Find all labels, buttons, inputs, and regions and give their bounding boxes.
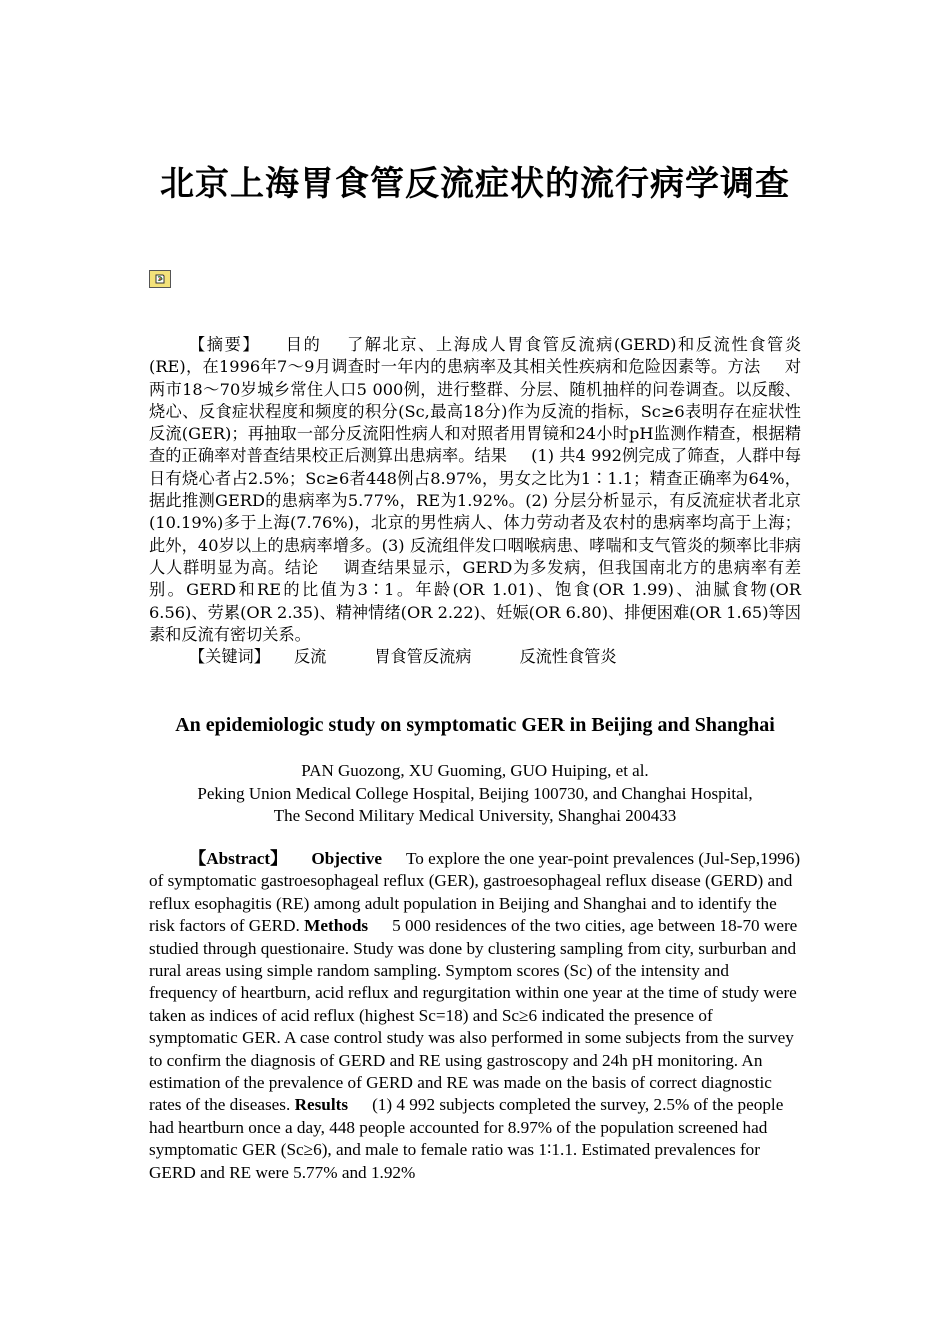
keywords-tag: 【关键词】 <box>189 647 270 667</box>
objective-text: To explore the one year-point prevalences (Jul-Sep,1996) of symptomatic gastroesophageal reflux (GER), gastroesophageal reflux disease (GERD) and reflux esophagitis (RE) among adult population in Beijing and Shanghai and to identify the risk factors of GERD. <box>149 849 801 936</box>
author-affiliation: The Second Military Medical University, Shanghai 200433 <box>273 806 677 825</box>
author-affiliation: Peking Union Medical College Hospital, Beijing 100730, and Changhai Hospital, <box>197 783 753 803</box>
abstract-tag: 【摘要】 <box>189 335 261 354</box>
results-text: (1) 4 992 subjects completed the survey, 2.5% of the people had heartburn once a day, 448 people accounted for 8.97% of the population screened had symptomatic GER (Sc≥6), and male to female ratio was 1∶1.1. Estimated prevalences for GERD and RE were 5.77% and 1.92% <box>149 1095 784 1182</box>
methods-text: 5 000 residences of the two cities, age between 18-70 were studied through questionaire. Study was done by clustering sampling from city, surburban and rural areas using simple random sampling. Symptom scores (Sc) of the intensity and frequency of heartburn, acid reflux and regurgitation within one year at the time of study were taken as indices of acid reflux (highest Sc=18) and Sc≥6 indicated the presence of symptomatic GER. A case control study was also performed in some subjects from the survey to confirm the diagnosis of GERD and RE using gastroscopy and 24h pH monitoring. An estimation of the prevalence of GERD and RE was made on the basis of correct diagnostic rates of the diseases. <box>149 916 798 1115</box>
conclusion-text: 调查结果显示，GERD为多发病，但我国南北方的患病率有差别。GERD和RE的比值为3∶1。年龄(OR 1.01)、饱食(OR 1.99)、油腻食物(OR 6.56)、劳累(OR 2.35)、精神情绪(OR 2.22)、妊娠(OR 6.80)、排便困难(OR 1.65)等因素和反流有密切关系。 <box>149 557 802 644</box>
keywords-line <box>149 646 801 668</box>
english-abstract-paragraph <box>149 848 801 1184</box>
keyword: 反流性食管炎 <box>519 647 617 667</box>
document-icon[interactable] <box>149 270 171 288</box>
abstract-tag: 【Abstract】 <box>189 849 288 868</box>
author-block <box>149 760 801 828</box>
keyword: 胃食管反流病 <box>374 647 472 667</box>
results-text: (1) 共4 992例完成了筛查，人群中每日有烧心者占2.5%；Sc≥6者448例占8.97%，男女之比为1∶1.1；精查正确率为64%，据此推测GERD的患病率为5.77%，RE为1.92%。(2) 分层分析显示，有反流症状者北京(10.19%)多于上海(7.76%)，北京的男性病人、体力劳动者及农村的患病率均高于上海；此外，40岁以上的患病率增多。(3) 反流组伴发口咽喉病患、哮喘和支气管炎的频率比非病人人群明显为高。 <box>149 446 802 577</box>
chinese-abstract <box>149 334 801 668</box>
page-title: 北京上海胃食管反流症状的流行病学调查 <box>160 164 790 204</box>
english-abstract <box>149 848 801 1184</box>
keyword: 反流 <box>293 647 327 667</box>
english-title: An epidemiologic study on symptomatic GER in Beijing and Shanghai <box>175 714 775 736</box>
methods-label: 方法 <box>727 357 761 377</box>
chinese-abstract-paragraph <box>149 334 801 646</box>
objective-text: 了解北京、上海成人胃食管反流病(GERD)和反流性食管炎(RE)，在1996年7～9月调查时一年内的患病率及其相关性疾病和危险因素等。 <box>149 335 802 377</box>
methods-text: 对两市18～70岁城乡常住人口5 000例，进行整群、分层、随机抽样的问卷调查。以反酸、烧心、反食症状程度和频度的积分(Sc,最高18分)作为反流的指标，Sc≥6表明存在症状性反流(GER)；再抽取一部分反流阳性病人和对照者用胃镜和24小时pH监测作精查，根据精查的正确率对普查结果校正后测算出患病率。 <box>149 357 802 466</box>
conclusion-label: 结论 <box>284 557 319 577</box>
author-names: PAN Guozong, XU Guoming, GUO Huiping, et al. <box>301 761 649 780</box>
methods-label: Methods <box>304 916 369 936</box>
results-label: Results <box>294 1095 349 1115</box>
results-label: 结果 <box>474 446 508 466</box>
objective-label: 目的 <box>284 335 322 354</box>
objective-label: Objective <box>311 849 382 868</box>
